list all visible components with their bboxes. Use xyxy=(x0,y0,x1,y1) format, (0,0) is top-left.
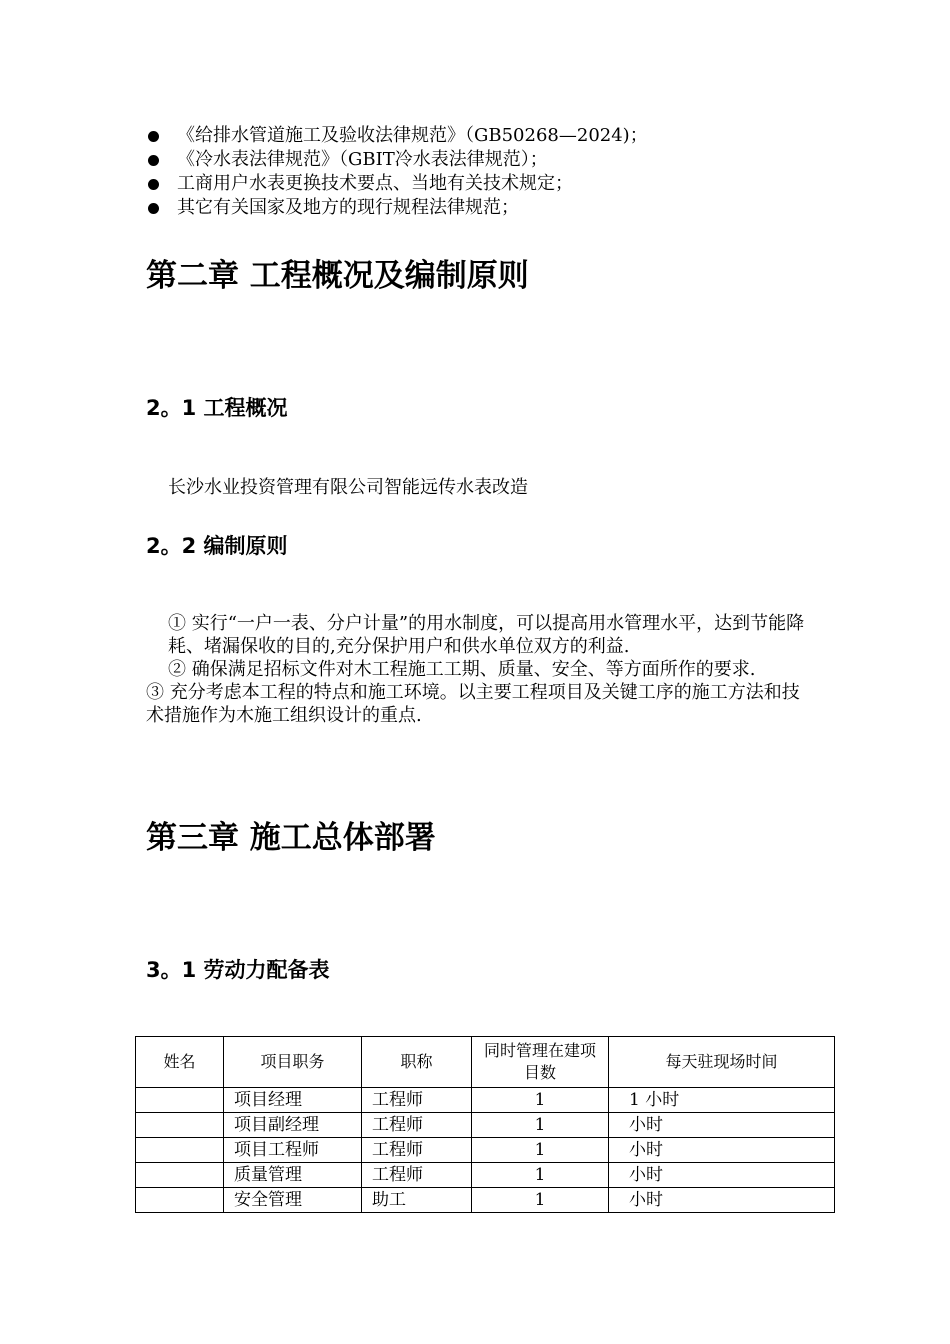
cell-name xyxy=(136,1088,224,1113)
cell-projects: 1 xyxy=(472,1088,609,1113)
project-overview-text: 长沙水业投资管理有限公司智能远传水表改造 xyxy=(168,477,528,498)
cell-name xyxy=(136,1188,224,1213)
col-header-onsite-time: 每天驻现场时间 xyxy=(609,1037,835,1088)
cell-onsite-time: 小时 xyxy=(609,1163,835,1188)
cell-onsite-time: 小时 xyxy=(609,1113,835,1138)
section-3-1-title: 3。1 劳动力配备表 xyxy=(146,958,330,982)
cell-name xyxy=(136,1138,224,1163)
table-row xyxy=(136,1138,835,1163)
labor-table xyxy=(135,1036,835,1213)
chapter-3-title: 第三章 施工总体部署 xyxy=(146,820,436,856)
principle-3: ③ 充分考虑本工程的特点和施工环境。以主要工程项目及关键工序的施工方法和技术措施作为木施工组织设计的重点. xyxy=(146,682,800,726)
list-item: 《给排水管道施工及验收法律规范》（GB50268—2024)； xyxy=(146,124,826,148)
col-header-role: 项目职务 xyxy=(224,1037,362,1088)
section-2-2-title: 2。2 编制原则 xyxy=(146,534,288,558)
cell-role: 项目工程师 xyxy=(224,1138,362,1163)
list-item: 《冷水表法律规范》（GBIT冷水表法律规范）； xyxy=(146,148,826,172)
table-row xyxy=(136,1088,835,1113)
table-header-row xyxy=(136,1037,835,1088)
cell-role: 安全管理 xyxy=(224,1188,362,1213)
cell-projects: 1 xyxy=(472,1138,609,1163)
list-item: 其它有关国家及地方的现行规程法律规范； xyxy=(146,196,826,220)
cell-name xyxy=(136,1113,224,1138)
principle-2: ② 确保满足招标文件对木工程施工工期、质量、安全、等方面所作的要求. xyxy=(168,659,756,680)
cell-projects: 1 xyxy=(472,1163,609,1188)
principle-1: ① 实行“一户一表、分户计量”的用水制度，可以提高用水管理水平，达到节能降耗、堵漏保收的目的,充分保护用户和供水单位双方的利益. xyxy=(168,613,805,657)
bullet-icon xyxy=(148,203,159,214)
cell-projects: 1 xyxy=(472,1113,609,1138)
cell-title: 工程师 xyxy=(362,1113,472,1138)
bullet-icon xyxy=(148,179,159,190)
table-row xyxy=(136,1163,835,1188)
col-header-title: 职称 xyxy=(362,1037,472,1088)
list-item: 工商用户水表更换技术要点、当地有关技术规定； xyxy=(146,172,826,196)
bullet-icon xyxy=(148,131,159,142)
cell-title: 工程师 xyxy=(362,1163,472,1188)
cell-role: 项目经理 xyxy=(224,1088,362,1113)
cell-onsite-time: 小时 xyxy=(609,1138,835,1163)
cell-title: 工程师 xyxy=(362,1088,472,1113)
cell-projects: 1 xyxy=(472,1188,609,1213)
chapter-2-title: 第二章 工程概况及编制原则 xyxy=(146,258,529,294)
cell-onsite-time: 小时 xyxy=(609,1188,835,1213)
cell-onsite-time: 1 小时 xyxy=(609,1088,835,1113)
cell-role: 质量管理 xyxy=(224,1163,362,1188)
section-2-1-title: 2。1 工程概况 xyxy=(146,396,288,420)
cell-role: 项目副经理 xyxy=(224,1113,362,1138)
table-row xyxy=(136,1113,835,1138)
col-header-name: 姓名 xyxy=(136,1037,224,1088)
table-row xyxy=(136,1188,835,1213)
bullet-icon xyxy=(148,155,159,166)
cell-title: 助工 xyxy=(362,1188,472,1213)
cell-title: 工程师 xyxy=(362,1138,472,1163)
principles-text xyxy=(146,612,810,727)
col-header-projects: 同时管理在建项目数 xyxy=(472,1037,609,1088)
reference-list xyxy=(146,124,826,220)
cell-name xyxy=(136,1163,224,1188)
